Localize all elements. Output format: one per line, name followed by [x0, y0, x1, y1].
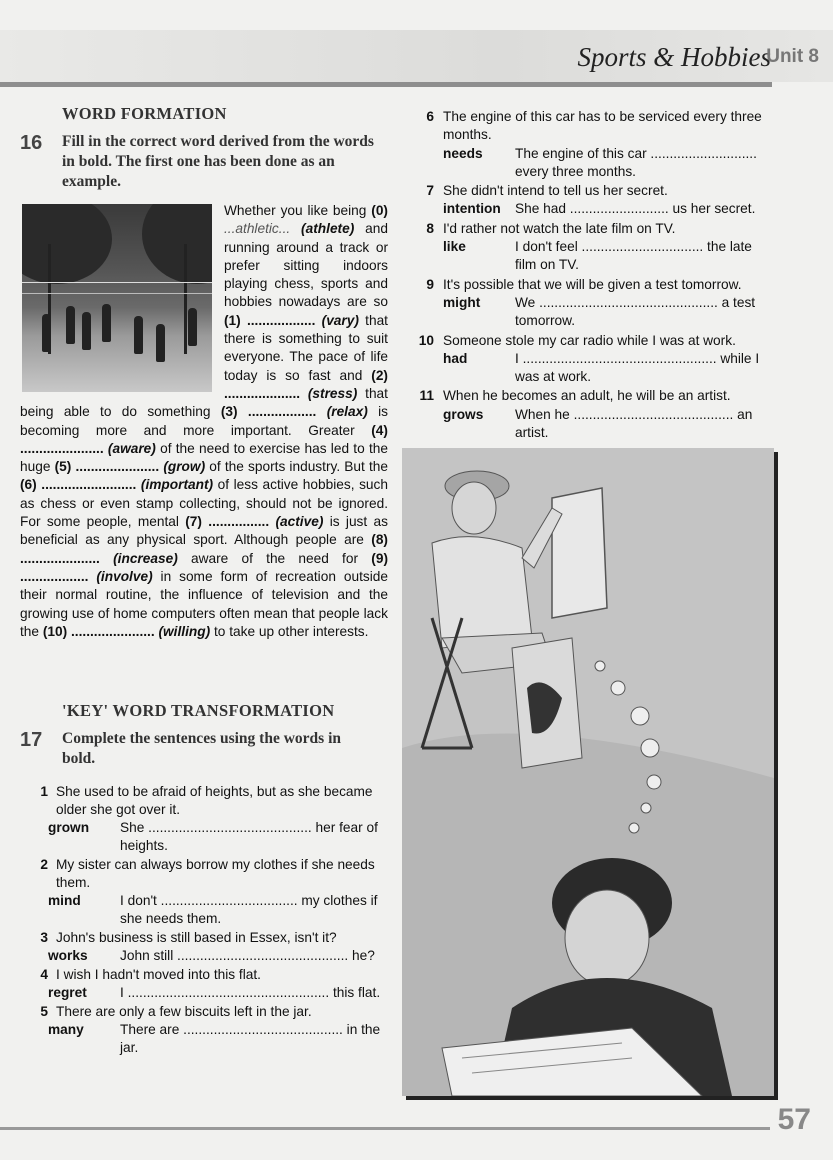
key-word: like: [443, 239, 466, 255]
transformation-item: [20, 783, 388, 855]
stem-word-6: (important): [140, 477, 214, 493]
answer-gap-sentence: There are .......................................... in the jar.: [120, 1022, 381, 1056]
stem-word-4: (aware): [107, 440, 156, 456]
transformation-item: [20, 1003, 388, 1057]
transformation-items-right: [412, 108, 772, 442]
item-sentence: She used to be afraid of heights, but as she became older she got over it.: [56, 784, 373, 818]
item-sentence: There are only a few biscuits left in the jar.: [56, 1004, 312, 1020]
item-number: 5: [40, 1004, 48, 1020]
stem-word-1: (vary): [321, 312, 359, 328]
text-segment: of the need to exercise has led to the huge: [20, 440, 388, 475]
text-segment: is just as beneficial as any physical sport. Although people are: [20, 514, 388, 548]
item-number: 9: [426, 276, 434, 292]
task-instruction: Fill in the correct word derived from the words in bold. The first one has been done as an example.: [62, 133, 374, 190]
key-word: works: [48, 948, 88, 964]
task-number: 17: [20, 729, 43, 752]
key-word: grown: [48, 820, 90, 836]
stem-word-9: (involve): [96, 568, 153, 584]
page-header-title: Sports & Hobbies: [577, 42, 771, 72]
bottom-rule: [0, 1127, 770, 1130]
answer-gap-sentence: I ................................................... while I was at work.: [515, 350, 760, 385]
artist-illustration: [402, 448, 774, 1096]
unit-label: Unit 8: [766, 46, 819, 67]
task-instruction: Complete the sentences using the words in bold.: [62, 730, 341, 768]
volleyball-photo: [22, 204, 212, 392]
transformation-item: [20, 929, 388, 965]
key-word: might: [443, 294, 481, 310]
text-segment: is becoming more and more important. Greater: [20, 404, 389, 438]
gap-5: (5) ......................: [54, 459, 160, 475]
gap-10: (10) ......................: [42, 623, 155, 639]
item-number: 11: [419, 388, 434, 404]
stem-word-5: (grow): [163, 459, 206, 475]
text-segment: that there is something to suit everyone. The pace of life today is so fast and: [224, 312, 388, 383]
item-sentence: My sister can always borrow my clothes if she needs them.: [56, 857, 375, 891]
item-sentence: The engine of this car has to be serviced every three months.: [443, 109, 762, 143]
transformation-item: [412, 182, 772, 219]
answer-gap-sentence: John still ............................................. he?: [120, 948, 375, 964]
item-number: 4: [40, 967, 48, 983]
gap-6: (6) .........................: [20, 477, 137, 493]
key-word: regret: [48, 985, 87, 1001]
answer-gap-sentence: She ........................................... her fear of heights.: [120, 820, 378, 854]
item-sentence: She didn't intend to tell us her secret.: [443, 183, 668, 199]
item-number: 7: [426, 183, 434, 199]
text-segment: aware of the need for: [191, 550, 359, 566]
text-segment: to take up other interests.: [213, 623, 369, 639]
word-formation-text: [20, 202, 388, 641]
key-word: had: [443, 350, 468, 366]
right-column: [412, 108, 772, 443]
stem-word-7: (active): [275, 514, 324, 530]
item-sentence: It's possible that we will be given a test tomorrow.: [443, 276, 742, 292]
gap-8: (8) .....................: [20, 532, 388, 566]
text-segment: and running around a track or prefer sitting indoors playing chess, sports and hobbies nowadays are so: [224, 221, 388, 310]
stem-word-2: (stress): [307, 385, 358, 401]
transformation-item: [20, 966, 388, 1002]
task-17-heading: [20, 729, 388, 769]
transformation-item: [412, 276, 772, 331]
item-number: 3: [40, 930, 48, 946]
header-rule: [0, 82, 772, 87]
task-16-heading: [20, 132, 388, 192]
answer-gap-sentence: I ..................................................... this flat.: [120, 985, 381, 1001]
left-column: [20, 104, 388, 1058]
item-sentence: When he becomes an adult, he will be an artist.: [443, 388, 731, 404]
section-title-key-word: 'KEY' WORD TRANSFORMATION: [62, 701, 335, 721]
answer-gap-sentence: We ............................................... a test tomorrow.: [515, 294, 756, 329]
text-segment: Whether you like being: [224, 203, 367, 218]
gap-4: (4) ......................: [20, 422, 388, 456]
gap-1: (1) ..................: [224, 312, 316, 328]
gap-7: (7) ................: [185, 514, 270, 530]
section-title-word-formation: WORD FORMATION: [62, 104, 227, 123]
key-word: intention: [443, 201, 501, 217]
item-number: 8: [426, 220, 434, 236]
answer-gap-sentence: The engine of this car ............................ every three months.: [515, 145, 757, 179]
transformation-item: [412, 220, 772, 275]
text-segment: that being able to do something: [20, 385, 388, 420]
stem-word-3: (relax): [326, 404, 368, 420]
item-sentence: I'd rather not watch the late film on TV.: [443, 220, 676, 236]
text-segment: in some form of recreation outside their normal routine, the influence of television and the growing use of home computers often mean that people lack the: [20, 568, 388, 639]
stem-word-8: (increase): [113, 550, 178, 566]
item-sentence: John's business is still based in Essex, isn't it?: [56, 930, 337, 946]
page-number: 57: [777, 1103, 811, 1136]
transformation-item: [412, 387, 772, 442]
transformation-item: [412, 332, 772, 387]
section-key-word: [20, 701, 388, 1057]
transformation-items-left: [20, 783, 388, 1057]
key-word: many: [48, 1022, 84, 1038]
item-number: 6: [426, 109, 434, 124]
transformation-item: [20, 856, 388, 928]
gap-9: (9) ..................: [20, 550, 389, 584]
key-word: grows: [443, 406, 484, 422]
example-answer: ...athletic...: [224, 221, 291, 237]
item-number: 10: [418, 332, 434, 348]
stem-word-0: (athlete): [301, 221, 355, 237]
answer-gap-sentence: I don't .................................... my clothes if she needs them.: [120, 893, 378, 927]
answer-gap-sentence: I don't feel ................................ the late film on TV.: [515, 239, 752, 273]
gap-2: (2) ....................: [224, 367, 388, 401]
text-segment: of less active hobbies, such as chess or even stamp collecting, should not be ignored. For some people, mental: [20, 477, 388, 530]
stem-word-10: (willing): [158, 623, 211, 639]
text-segment: of the sports industry. But the: [209, 459, 389, 475]
answer-gap-sentence: When he .......................................... an artist.: [515, 406, 753, 441]
gap-3: (3) ..................: [220, 404, 317, 420]
task-number: 16: [20, 132, 43, 154]
item-sentence: I wish I hadn't moved into this flat.: [56, 967, 261, 983]
item-number: 2: [40, 857, 48, 873]
item-sentence: Someone stole my car radio while I was at work.: [443, 332, 736, 348]
key-word: needs: [443, 145, 483, 161]
answer-gap-sentence: She had .......................... us her secret.: [515, 201, 756, 217]
gap-0-number: (0): [371, 203, 388, 218]
key-word: mind: [48, 893, 81, 909]
transformation-item: [412, 108, 772, 181]
item-number: 1: [40, 784, 48, 800]
